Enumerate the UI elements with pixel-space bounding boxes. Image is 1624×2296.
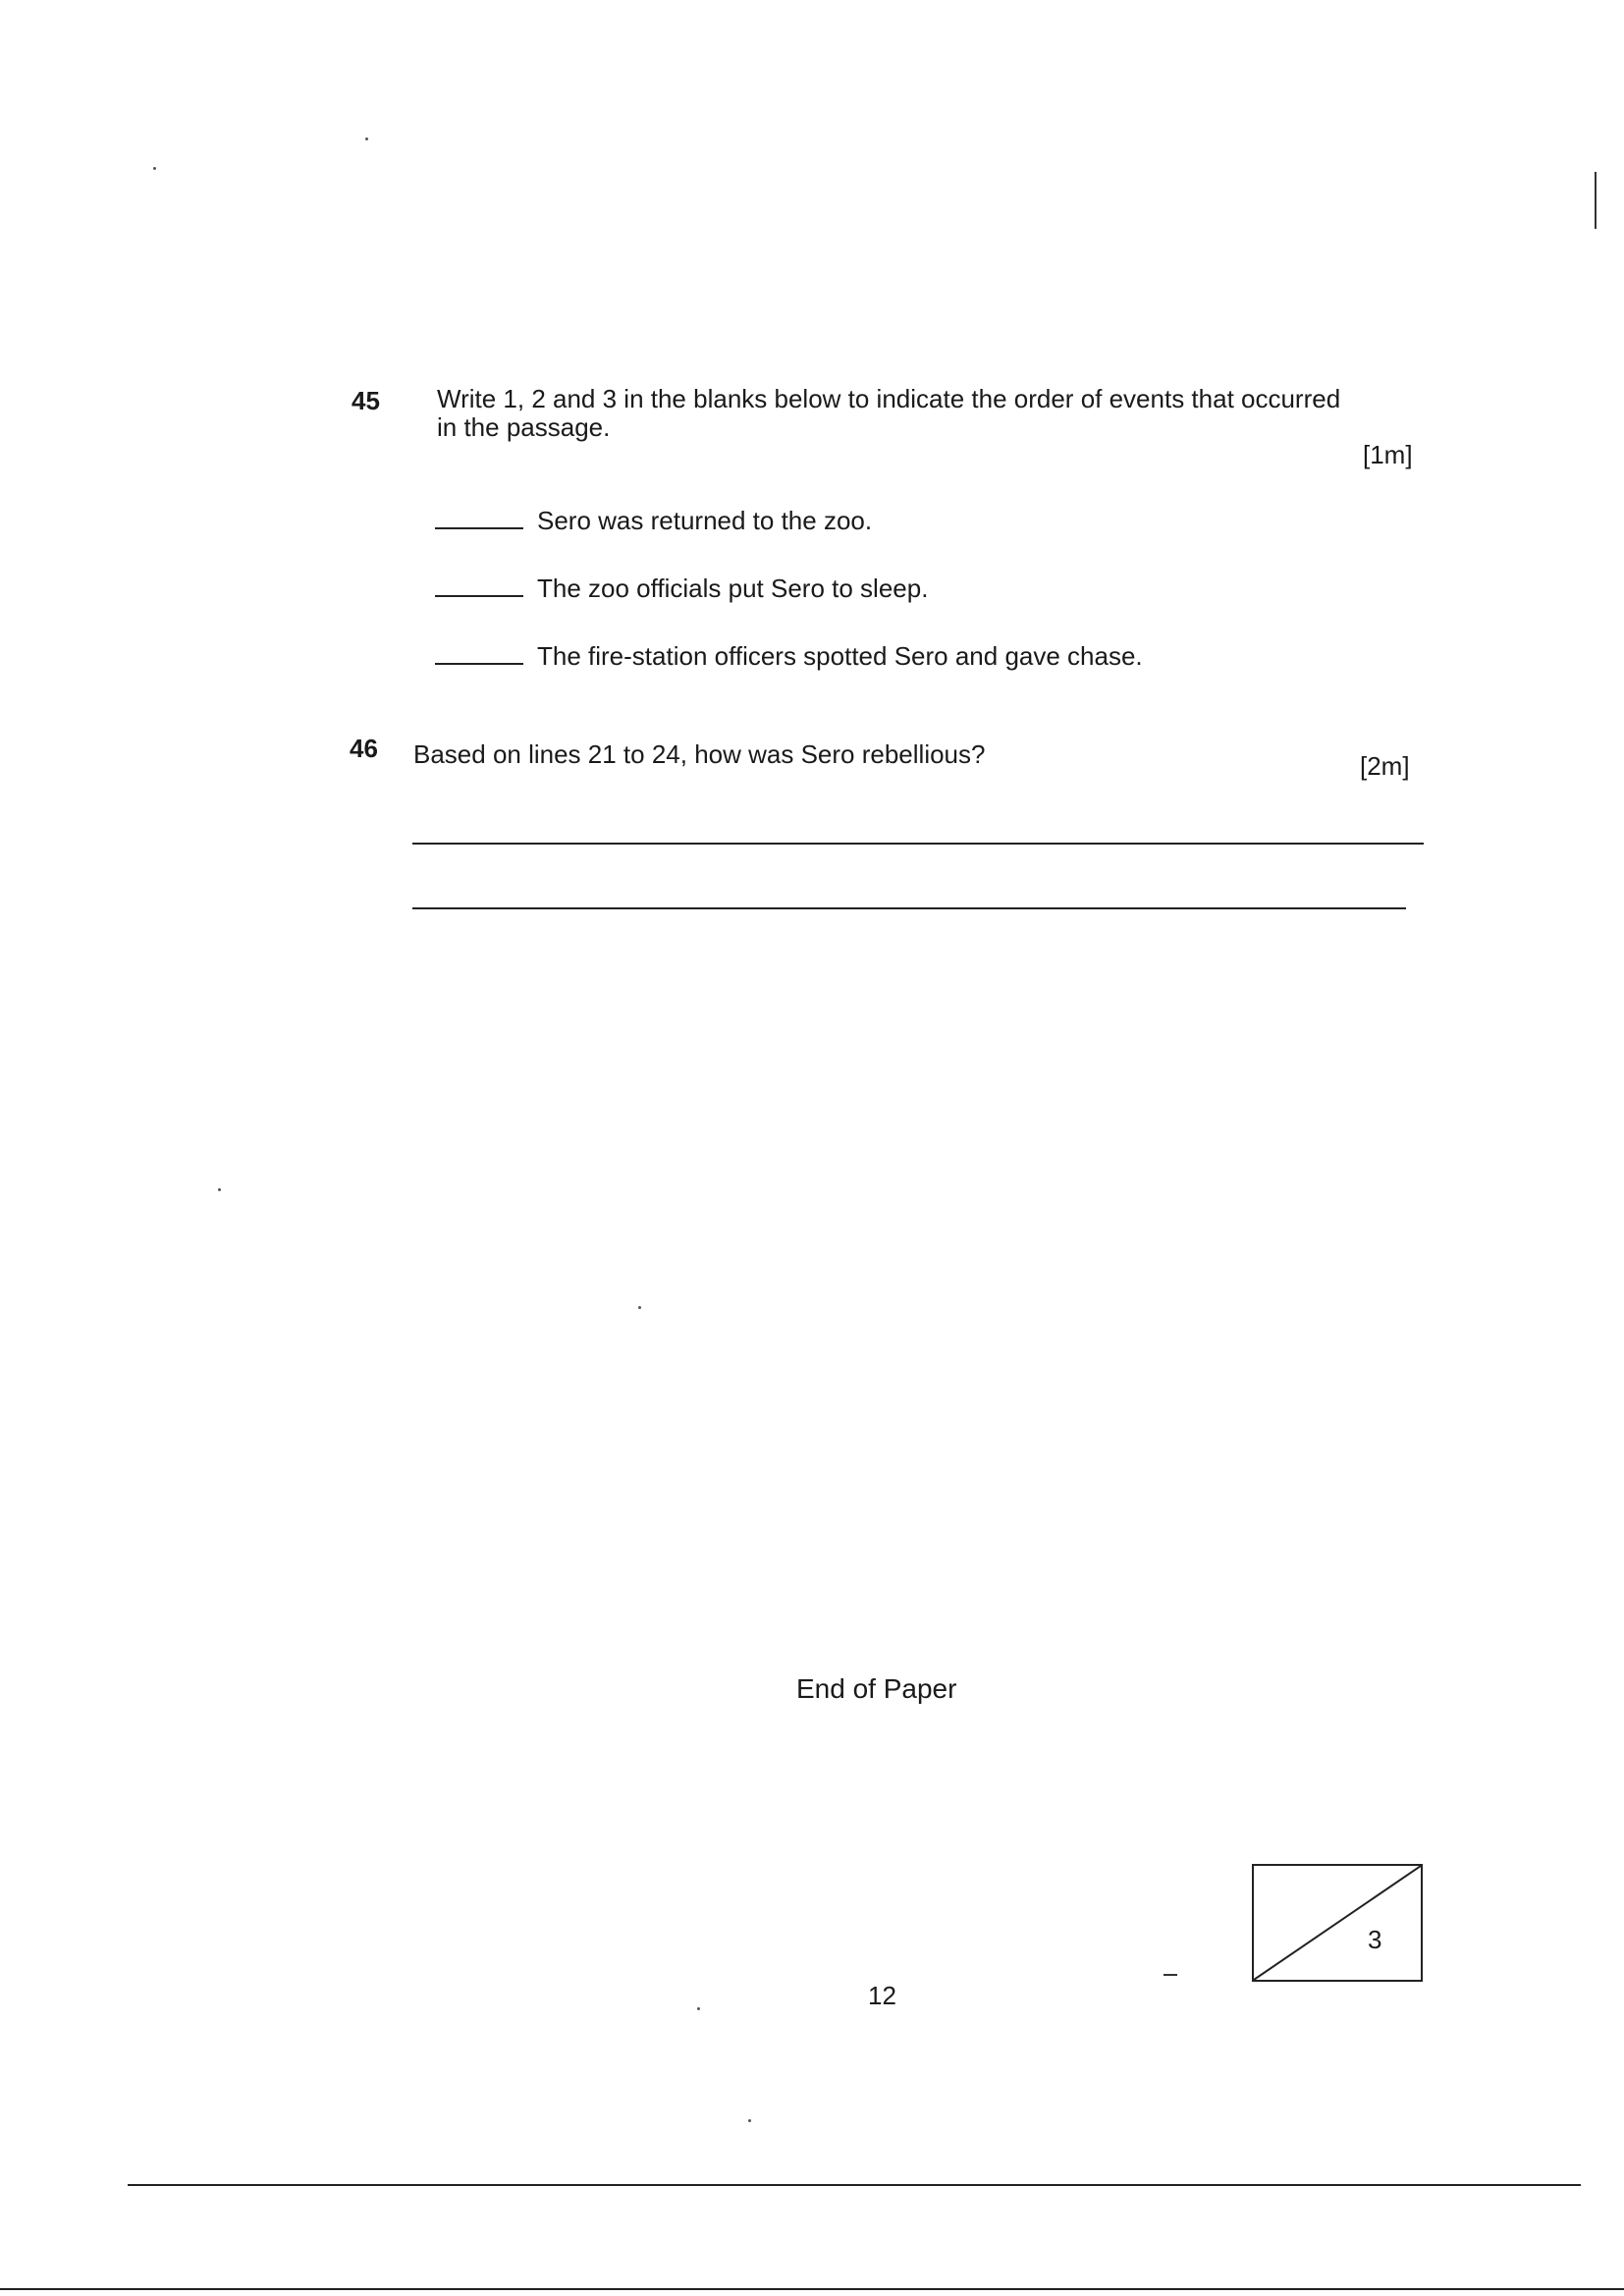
scan-speck — [697, 2007, 700, 2010]
answer-line-2[interactable] — [412, 907, 1406, 909]
scan-speck — [365, 137, 368, 140]
question-46-text: Based on lines 21 to 24, how was Sero rebellious? — [413, 739, 986, 769]
order-item-1-text: Sero was returned to the zoo. — [537, 506, 873, 535]
scan-speck — [153, 167, 156, 170]
order-item-3-text: The fire-station officers spotted Sero and gave chase. — [537, 641, 1143, 671]
scan-margin-mark — [1595, 172, 1597, 229]
scan-speck — [638, 1306, 641, 1309]
question-46-number: 46 — [350, 734, 378, 763]
bottom-rule-2 — [0, 2288, 1624, 2290]
scan-dash — [1164, 1974, 1177, 1976]
order-blank-2[interactable] — [435, 575, 523, 597]
question-45-marks: [1m] — [1363, 440, 1413, 469]
question-45-text-line2: in the passage. — [437, 412, 611, 442]
question-45-text-line1: Write 1, 2 and 3 in the blanks below to indicate the order of events that occurred — [437, 384, 1341, 413]
answer-line-1[interactable] — [412, 843, 1424, 845]
order-item-2 — [435, 574, 928, 604]
bottom-rule-1 — [128, 2184, 1581, 2186]
score-box-total: 3 — [1368, 1925, 1382, 1954]
score-box — [1252, 1864, 1423, 1982]
score-box-diagonal — [1254, 1866, 1421, 1980]
page-number: 12 — [868, 1981, 896, 2010]
order-blank-3[interactable] — [435, 643, 523, 665]
end-of-paper-text: End of Paper — [796, 1673, 957, 1704]
question-46-marks: [2m] — [1360, 751, 1410, 781]
order-blank-1[interactable] — [435, 508, 523, 529]
order-item-2-text: The zoo officials put Sero to sleep. — [537, 574, 929, 603]
order-item-3 — [435, 641, 1143, 672]
question-45-number: 45 — [352, 386, 380, 415]
order-item-1 — [435, 506, 872, 536]
scan-speck — [748, 2119, 751, 2122]
scan-speck — [218, 1188, 221, 1191]
